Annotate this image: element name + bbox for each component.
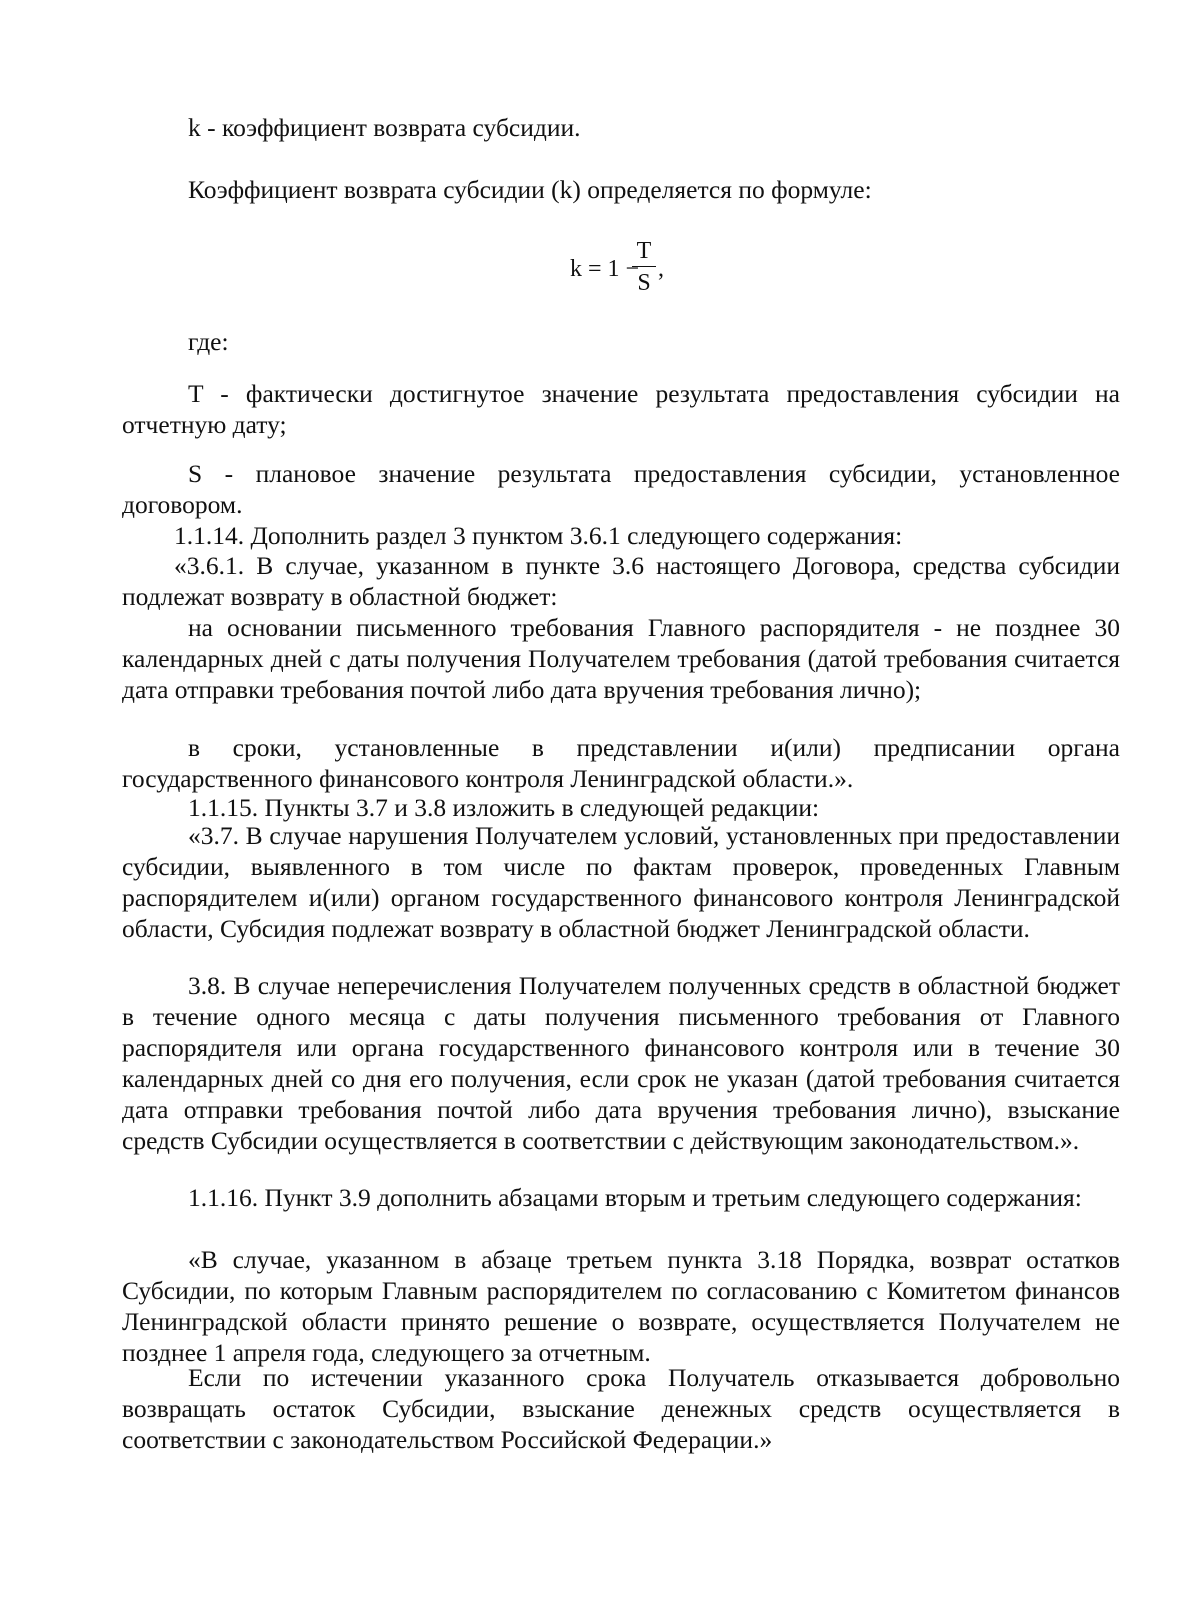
formula-numerator: T	[636, 238, 652, 264]
formula-comma: ,	[658, 256, 664, 282]
paragraph-where: где:	[188, 327, 229, 356]
paragraph-coefficient-intro: Коэффициент возврата субсидии (k) определяется по формуле:	[188, 175, 872, 204]
paragraph-1-1-14: 1.1.14. Дополнить раздел 3 пунктом 3.6.1 следующего содержания:	[174, 521, 903, 550]
paragraph-3-9-third: Если по истечении указанного срока Получатель отказывается добровольно возвращать остаток Субсидии, взыскание денежных средств осуществляется в соответствии с законодательством Российской Федерации.»	[122, 1363, 1120, 1454]
paragraph-3-8: 3.8. В случае неперечисления Получателем полученных средств в областной бюджет в течение одного месяца с даты получения письменного требования от Главного распорядителя или органа государственного финансового контроля или в течение 30 календарных дней со дня его получения, если срок не указан (датой требования считается дата отправки требования почтой либо дата вручения требования лично), взыскание средств Субсидии осуществляется в соответствии с действующим законодательством.».	[122, 971, 1120, 1155]
paragraph-3-6-1: «3.6.1. В случае, указанном в пункте 3.6 настоящего Договора, средства субсидии подлежат возврату в областной бюджет:	[122, 551, 1120, 611]
paragraph-3-7: «3.7. В случае нарушения Получателем условий, установленных при предоставлении субсидии, выявленного в том числе по фактам проверок, проведенных Главным распорядителем и(или) органом государственного финансового контроля Ленинградской области, Субсидия подлежат возврату в областной бюджет Ленинградской области.	[122, 821, 1120, 943]
return-coefficient-formula	[570, 238, 710, 308]
paragraph-terms-financial-control: в сроки, установленные в представлении и(или) предписании органа государственного финансового контроля Ленинградской области.».	[122, 733, 1120, 793]
paragraph-T-definition: T - фактически достигнутое значение результата предоставления субсидии на отчетную дату;	[122, 379, 1120, 439]
paragraph-1-1-16: 1.1.16. Пункт 3.9 дополнить абзацами вторым и третьим следующего содержания:	[188, 1183, 1082, 1212]
formula-denominator: S	[637, 270, 651, 296]
paragraph-k-definition: k - коэффициент возврата субсидии.	[188, 113, 581, 142]
paragraph-1-1-15: 1.1.15. Пункты 3.7 и 3.8 изложить в следующей редакции:	[188, 793, 820, 822]
paragraph-S-definition: S - плановое значение результата предоставления субсидии, установленное договором.	[122, 459, 1120, 519]
paragraph-3-9-second: «В случае, указанном в абзаце третьем пункта 3.18 Порядка, возврат остатков Субсидии, по которым Главным распорядителем по согласованию с Комитетом финансов Ленинградской области принято решение о возврате, осуществляется Получателем не позднее 1 апреля года, следующего за отчетным.	[122, 1245, 1120, 1367]
formula-fraction	[632, 238, 656, 296]
paragraph-basis-written-demand: на основании письменного требования Главного распорядителя - не позднее 30 календарных дней с даты получения Получателем требования (датой требования считается дата отправки требования почтой либо дата вручения требования лично);	[122, 613, 1120, 704]
formula-left-side: k = 1 −	[570, 256, 640, 282]
fraction-bar	[632, 266, 656, 267]
